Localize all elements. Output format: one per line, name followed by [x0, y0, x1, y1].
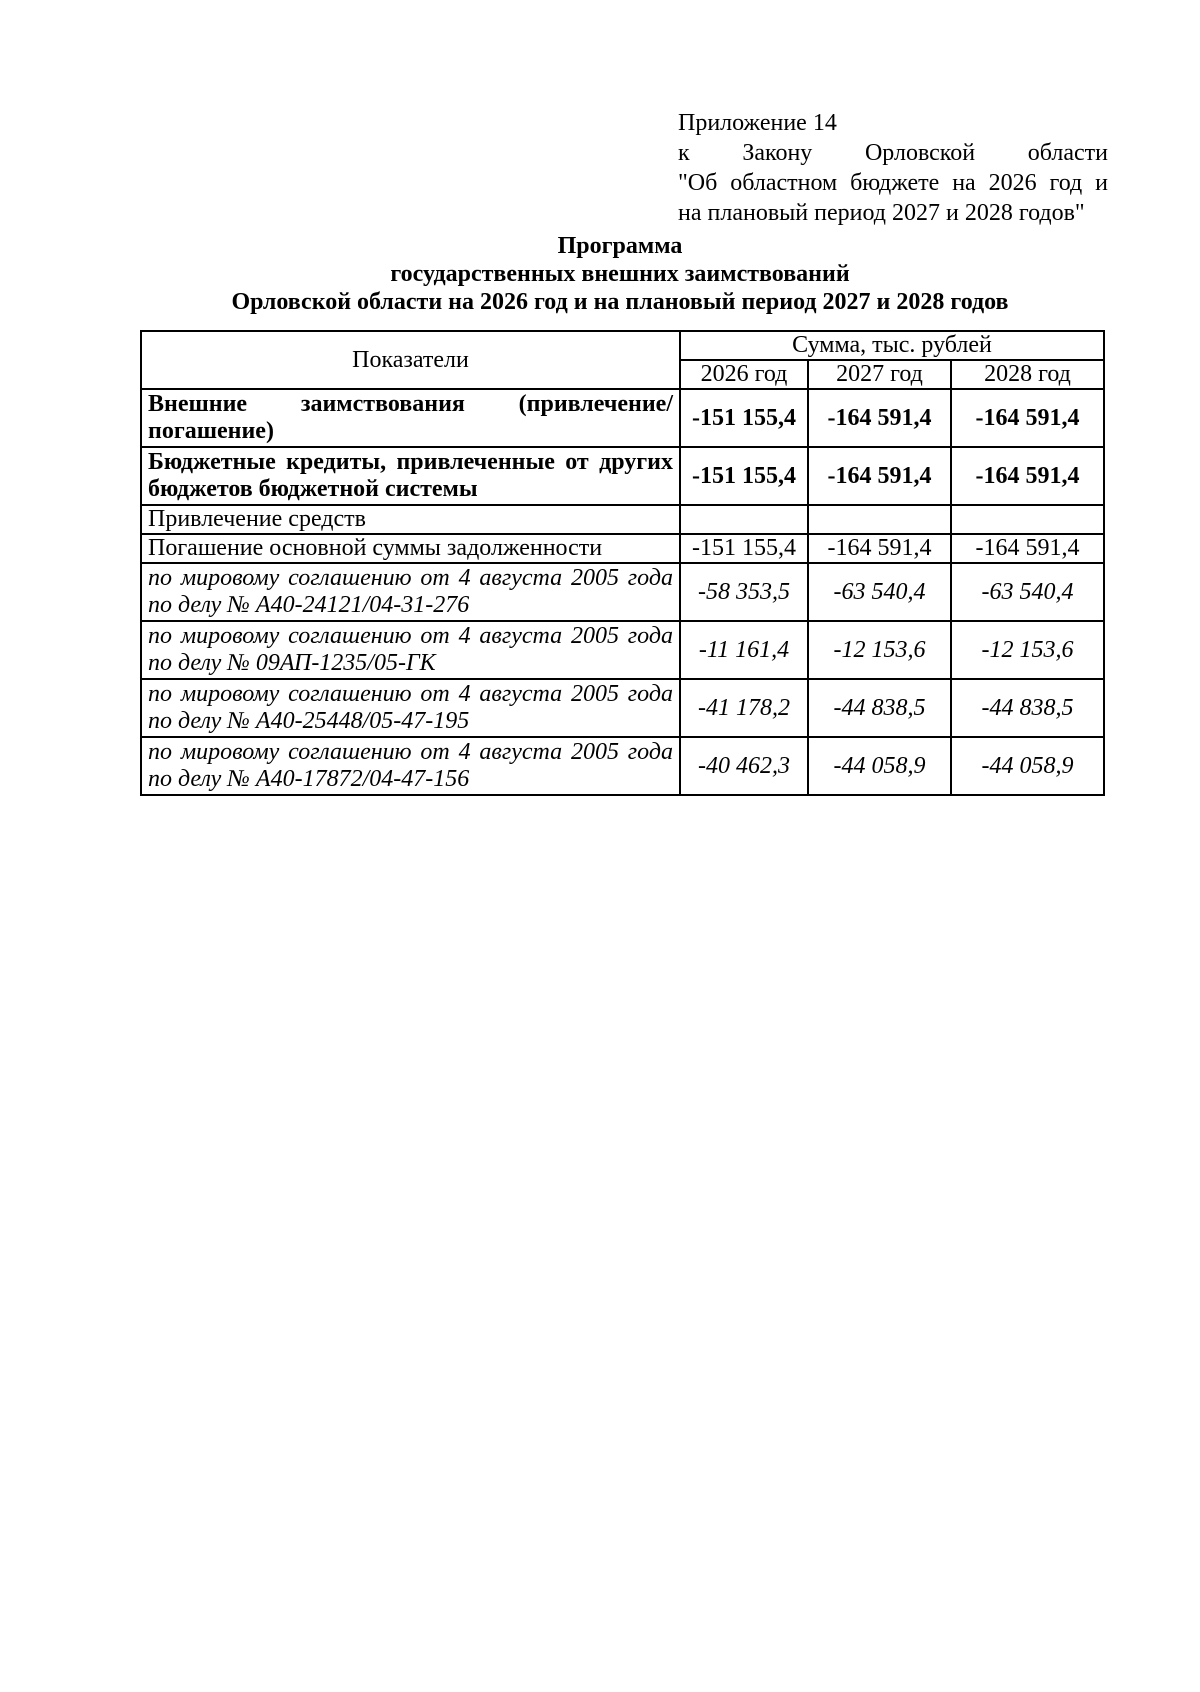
header-year-2028: 2028 год [951, 360, 1104, 389]
row-value-2028 [951, 505, 1104, 534]
table-row [141, 621, 1104, 679]
header-row [141, 331, 1104, 360]
row-value-2026: -40 462,3 [680, 737, 808, 795]
table-row [141, 679, 1104, 737]
header-amount: Сумма, тыс. рублей [680, 331, 1104, 360]
row-label: Бюджетные кредиты, привлеченные от других бюджетов бюджетной системы [141, 447, 680, 505]
row-value-2028: -44 058,9 [951, 737, 1104, 795]
row-value-2026: -11 161,4 [680, 621, 808, 679]
row-value-2027: -44 838,5 [808, 679, 951, 737]
row-value-2026: -58 353,5 [680, 563, 808, 621]
document-title [140, 232, 1100, 316]
row-value-2028: -12 153,6 [951, 621, 1104, 679]
table-row [141, 389, 1104, 447]
appendix-law-ref: к Закону Орловской области [678, 140, 1108, 166]
row-value-2027: -164 591,4 [808, 534, 951, 563]
row-value-2026 [680, 505, 808, 534]
row-label: по мировому соглашению от 4 августа 2005 года по делу № А40-25448/05-47-195 [141, 679, 680, 737]
row-label: по мировому соглашению от 4 августа 2005 года по делу № А40-17872/04-47-156 [141, 737, 680, 795]
title-line-3: Орловской области на 2026 год и на плановый период 2027 и 2028 годов [231, 289, 1009, 315]
row-value-2028: -164 591,4 [951, 447, 1104, 505]
row-value-2028: -164 591,4 [951, 534, 1104, 563]
table-row [141, 534, 1104, 563]
table-row [141, 505, 1104, 534]
row-label: Привлечение средств [141, 505, 680, 534]
row-label: Внешние заимствования (привлечение/погашение) [141, 389, 680, 447]
appendix-number: Приложение 14 [678, 110, 837, 136]
borrowings-table [140, 330, 1105, 796]
table-row [141, 737, 1104, 795]
title-line-1: Программа [557, 233, 683, 259]
appendix-header [678, 108, 1108, 228]
table-row [141, 447, 1104, 505]
row-value-2027: -44 058,9 [808, 737, 951, 795]
row-value-2028: -164 591,4 [951, 389, 1104, 447]
row-label: Погашение основной суммы задолженности [141, 534, 680, 563]
row-value-2026: -151 155,4 [680, 534, 808, 563]
table-row [141, 563, 1104, 621]
appendix-law-title-1: "Об областном бюджете на 2026 год и [678, 170, 1108, 196]
appendix-law-title-2: на плановый период 2027 и 2028 годов" [678, 200, 1085, 226]
header-indicators: Показатели [141, 331, 680, 389]
row-value-2026: -151 155,4 [680, 447, 808, 505]
row-value-2027: -63 540,4 [808, 563, 951, 621]
header-year-2027: 2027 год [808, 360, 951, 389]
row-value-2028: -44 838,5 [951, 679, 1104, 737]
row-value-2027 [808, 505, 951, 534]
title-line-2: государственных внешних заимствований [390, 261, 850, 287]
row-value-2027: -12 153,6 [808, 621, 951, 679]
row-value-2026: -151 155,4 [680, 389, 808, 447]
row-value-2026: -41 178,2 [680, 679, 808, 737]
header-year-2026: 2026 год [680, 360, 808, 389]
row-value-2028: -63 540,4 [951, 563, 1104, 621]
row-label: по мировому соглашению от 4 августа 2005 года по делу № 09АП-1235/05-ГК [141, 621, 680, 679]
row-value-2027: -164 591,4 [808, 447, 951, 505]
row-value-2027: -164 591,4 [808, 389, 951, 447]
row-label: по мировому соглашению от 4 августа 2005 года по делу № А40-24121/04-31-276 [141, 563, 680, 621]
